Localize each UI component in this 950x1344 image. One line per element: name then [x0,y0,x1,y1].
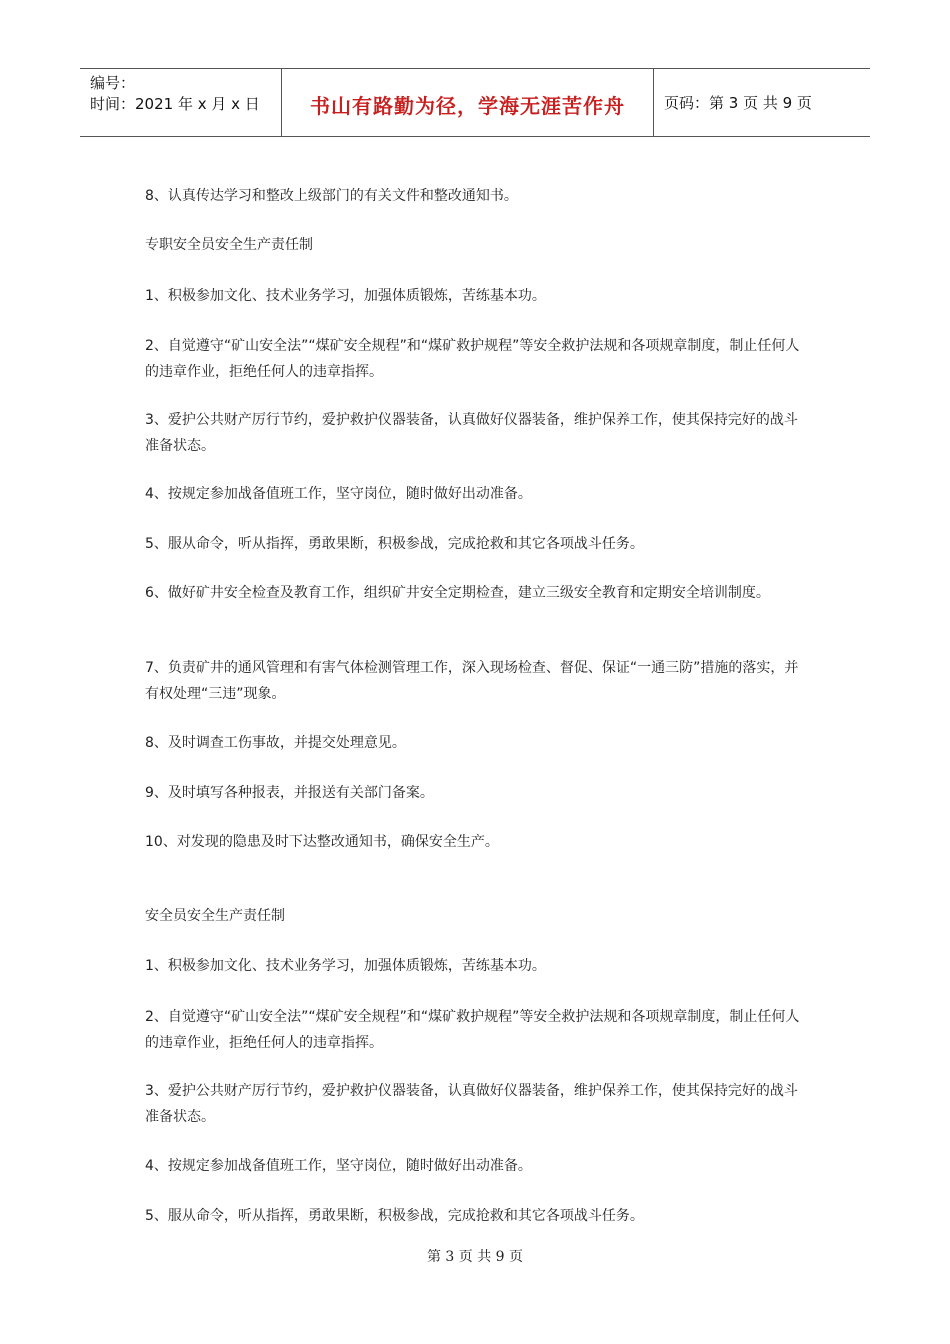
paragraph: 8、及时调查工伤事故，并提交处理意见。 [145,735,406,751]
header-meta [80,69,282,136]
header-motto-cell [282,69,654,136]
section-heading: 安全员安全生产责任制 [145,908,285,924]
header-page-info-cell [654,69,870,136]
section-heading: 专职安全员安全生产责任制 [145,237,313,253]
paragraph: 8、认真传达学习和整改上级部门的有关文件和整改通知书。 [145,188,518,204]
paragraph: 2、自觉遵守“矿山安全法”“煤矿安全规程”和“煤矿救护规程”等安全救护法规和各项规章制度，制止任何人的违章作业，拒绝任何人的违章指挥。 [145,338,800,380]
paragraph: 9、及时填写各种报表，并报送有关部门备案。 [145,785,434,801]
document-number-label: 编号： [90,74,136,92]
header-motto: 书山有路勤为径，学海无涯苦作舟 [310,94,625,118]
page-header [80,68,870,137]
document-time-label: 时间：2021 年 x 月 x 日 [90,95,260,113]
paragraph: 7、负责矿井的通风管理和有害气体检测管理工作，深入现场检查、督促、保证“一通三防”措施的落实，并有权处理“三违”现象。 [145,660,799,702]
paragraph: 10、对发现的隐患及时下达整改通知书，确保安全生产。 [145,834,499,850]
header-page-info: 页码：第 3 页 共 9 页 [664,94,812,112]
page-footer: 第 3 页 共 9 页 [426,1249,524,1265]
paragraph: 4、按规定参加战备值班工作，坚守岗位，随时做好出动准备。 [145,486,532,502]
paragraph: 5、服从命令，听从指挥，勇敢果断，积极参战，完成抢救和其它各项战斗任务。 [145,536,644,552]
paragraph: 1、积极参加文化、技术业务学习，加强体质锻炼，苦练基本功。 [145,958,546,974]
paragraph: 6、做好矿井安全检查及教育工作，组织矿井安全定期检查，建立三级安全教育和定期安全培训制度。 [145,585,770,601]
paragraph: 2、自觉遵守“矿山安全法”“煤矿安全规程”和“煤矿救护规程”等安全救护法规和各项规章制度，制止任何人的违章作业，拒绝任何人的违章指挥。 [145,1009,800,1051]
paragraph: 3、爱护公共财产厉行节约，爱护救护仪器装备，认真做好仪器装备，维护保养工作，使其保持完好的战斗准备状态。 [145,1083,798,1125]
paragraph: 4、按规定参加战备值班工作，坚守岗位，随时做好出动准备。 [145,1158,532,1174]
paragraph: 5、服从命令，听从指挥，勇敢果断，积极参战，完成抢救和其它各项战斗任务。 [145,1208,644,1224]
paragraph: 1、积极参加文化、技术业务学习，加强体质锻炼，苦练基本功。 [145,288,546,304]
paragraph: 3、爱护公共财产厉行节约，爱护救护仪器装备，认真做好仪器装备，维护保养工作，使其保持完好的战斗准备状态。 [145,412,798,454]
